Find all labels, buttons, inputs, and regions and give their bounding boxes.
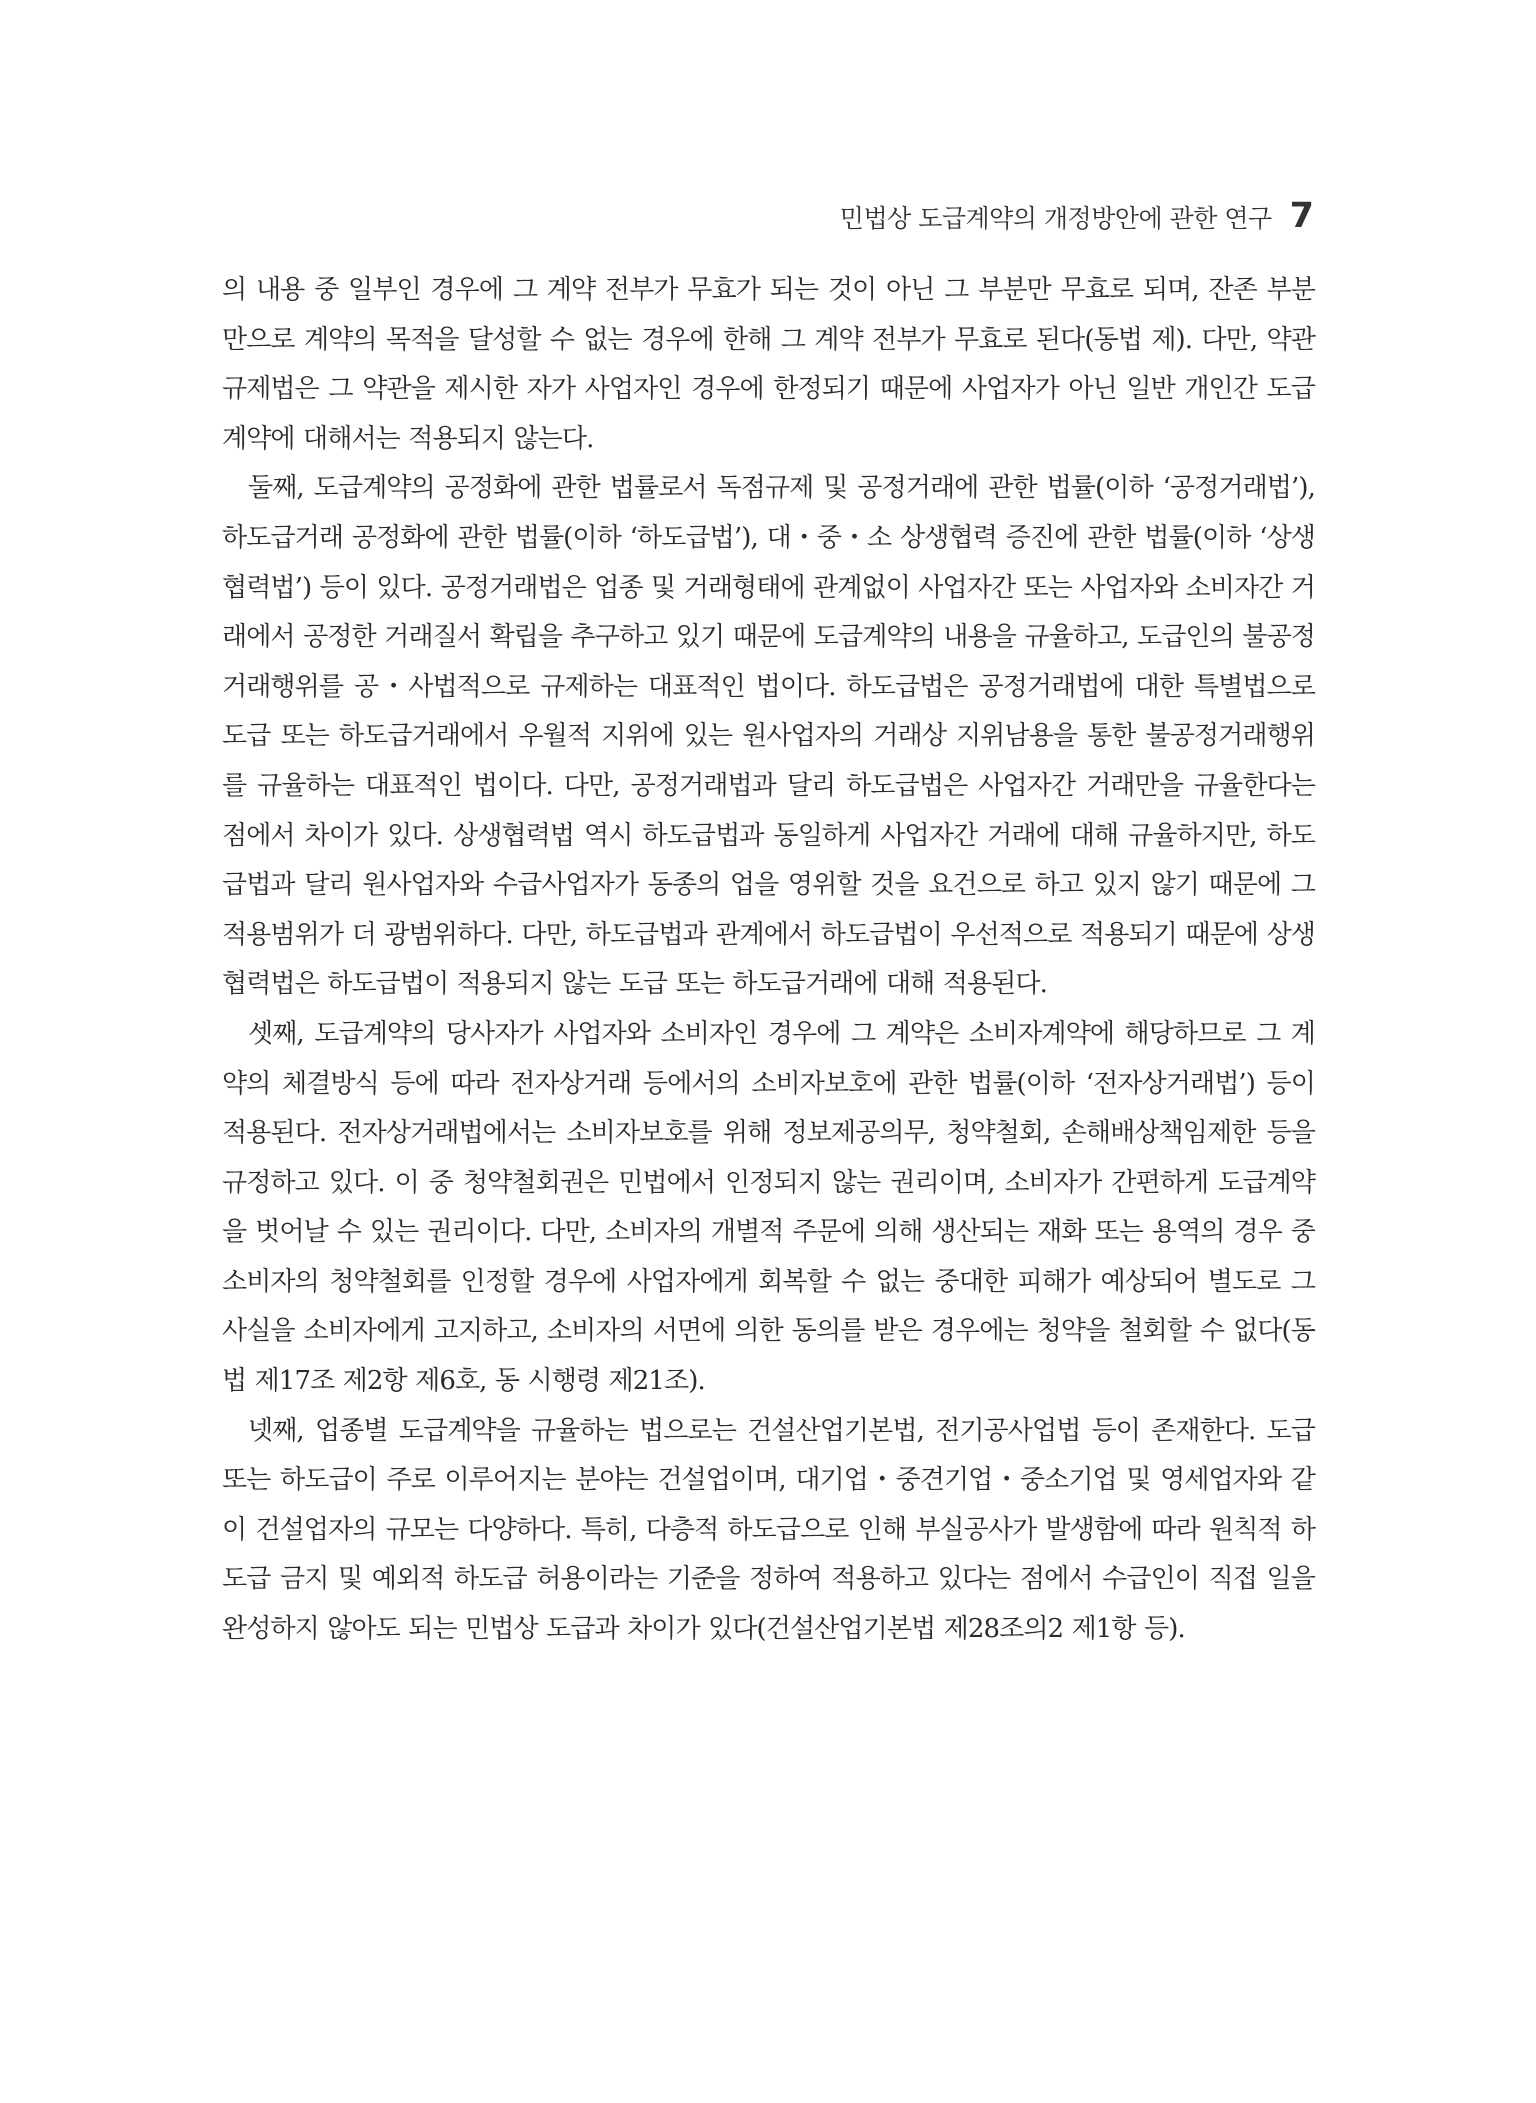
body-text: [222, 266, 1315, 1655]
paragraph-fourth-industry-specific-laws: 넷째, 업종별 도급계약을 규율하는 법으로는 건설산업기본법, 전기공사업법 등이 존재한다. 도급 또는 하도급이 주로 이루어지는 분야는 건설업이며, 대기업・중견기업・중소기업 및 영세업자와 같이 건설업자의 규모는 다양하다. 특히, 다층적 하도급으로 인해 부실공사가 발생함에 따라 원칙적 하도급 금지 및 예외적 하도급 허용이라는 기준을 정하여 적용하고 있다는 점에서 수급인이 직접 일을 완성하지 않아도 되는 민법상 도급과 차이가 있다(건설산업기본법 제28조의2 제1항 등).: [222, 1415, 1315, 1645]
running-header-title: 민법상 도급계약의 개정방안에 관한 연구: [839, 204, 1272, 233]
page-number: 7: [1289, 196, 1314, 236]
paragraph-continued: 의 내용 중 일부인 경우에 그 계약 전부가 무효가 되는 것이 아닌 그 부분만 무효로 되며, 잔존 부분만으로 계약의 목적을 달성할 수 없는 경우에 한해 그 계약 전부가 무효로 된다(동법 제). 다만, 약관규제법은 그 약관을 제시한 자가 사업자인 경우에 한정되기 때문에 사업자가 아닌 일반 개인간 도급계약에 대해서는 적용되지 않는다.: [222, 275, 1315, 454]
paragraph-third-consumer-protection: 셋째, 도급계약의 당사자가 사업자와 소비자인 경우에 그 계약은 소비자계약에 해당하므로 그 계약의 체결방식 등에 따라 전자상거래 등에서의 소비자보호에 관한 법률(이하 ‘전자상거래법’) 등이 적용된다. 전자상거래법에서는 소비자보호를 위해 정보제공의무, 청약철회, 손해배상책임제한 등을 규정하고 있다. 이 중 청약철회권은 민법에서 인정되지 않는 권리이며, 소비자가 간편하게 도급계약을 벗어날 수 있는 권리이다. 다만, 소비자의 개별적 주문에 의해 생산되는 재화 또는 용역의 경우 중 소비자의 청약철회를 인정할 경우에 사업자에게 회복할 수 없는 중대한 피해가 예상되어 별도로 그 사실을 소비자에게 고지하고, 소비자의 서면에 의한 동의를 받은 경우에는 청약을 철회할 수 없다(동법 제17조 제2항 제6호, 동 시행령 제21조).: [222, 1018, 1315, 1397]
paragraph-second-fair-trade-laws: 둘째, 도급계약의 공정화에 관한 법률로서 독점규제 및 공정거래에 관한 법률(이하 ‘공정거래법’), 하도급거래 공정화에 관한 법률(이하 ‘하도급법’), 대・중・소 상생협력 증진에 관한 법률(이하 ‘상생협력법’) 등이 있다. 공정거래법은 업종 및 거래형태에 관계없이 사업자간 또는 사업자와 소비자간 거래에서 공정한 거래질서 확립을 추구하고 있기 때문에 도급계약의 내용을 규율하고, 도급인의 불공정거래행위를 공・사법적으로 규제하는 대표적인 법이다. 하도급법은 공정거래법에 대한 특별법으로 도급 또는 하도급거래에서 우월적 지위에 있는 원사업자의 거래상 지위남용을 통한 불공정거래행위를 규율하는 대표적인 법이다. 다만, 공정거래법과 달리 하도급법은 사업자간 거래만을 규율한다는 점에서 차이가 있다. 상생협력법 역시 하도급법과 동일하게 사업자간 거래에 대해 규율하지만, 하도급법과 달리 원사업자와 수급사업자가 동종의 업을 영위할 것을 요건으로 하고 있지 않기 때문에 그 적용범위가 더 광범위하다. 다만, 하도급법과 관계에서 하도급법이 우선적으로 적용되기 때문에 상생협력법은 하도급법이 적용되지 않는 도급 또는 하도급거래에 대해 적용된다.: [222, 473, 1315, 1000]
running-header: [840, 196, 1314, 236]
